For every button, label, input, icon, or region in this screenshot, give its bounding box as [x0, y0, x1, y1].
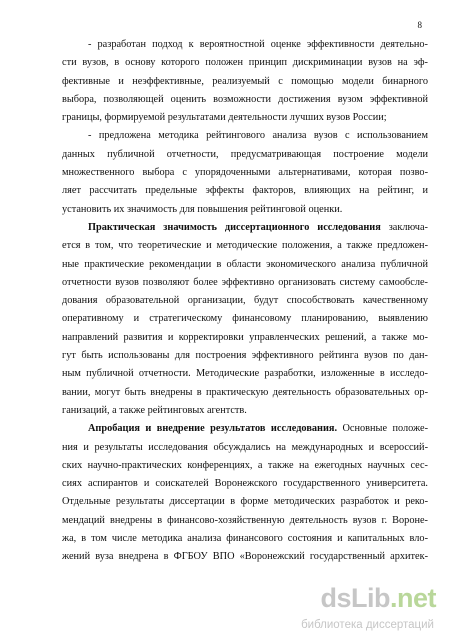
text-line: установить их значимость для повышения рейтинговой оценки. [62, 203, 343, 215]
text-line: ских научно-практических конференциях, а также на ежегодных научных сес- [62, 459, 428, 471]
text-line: жа, в том числе методика анализа финансового состояния и капитальных вло- [62, 533, 428, 545]
text-line: ется в том, что теоретические и методические положения, а также предложен- [62, 240, 428, 252]
watermark-subtitle: библиотека диссертаций [301, 619, 434, 631]
text-line: ния и результаты исследования обсуждались на международных и всероссий- [62, 441, 428, 453]
text-line: вании, могут быть внедрены в практическую деятельность образовательных ор- [62, 386, 428, 398]
text-line: ным публичной отчетности. Методические разработки, изложенные в исследо- [62, 368, 428, 380]
text-line: ные практические рекомендации в области экономического анализа публичной [62, 258, 428, 270]
text-line: границы, формируемой результатами деятельности лучших вузов России; [62, 112, 387, 124]
paragraph-binary-choice-model [62, 36, 428, 127]
text-line: мендаций внедрены в финансово-хозяйственную деятельность вузов г. Вороне- [62, 514, 428, 526]
paragraph-approbation [62, 420, 428, 566]
paragraph-practical-significance [62, 219, 428, 420]
watermark-logo-main: dsLib [320, 583, 390, 613]
text-line: - предложена методика рейтингового анализа вузов с использованием [88, 130, 428, 142]
page-number: 8 [417, 20, 422, 30]
text-line: гут быть использованы для построения эффективного рейтинга вузов по дан- [62, 350, 428, 362]
text-line: сиях аспирантов и соискателей Воронежского государственного университета. [62, 478, 428, 490]
text-fragment: Основные положе- [337, 423, 428, 435]
text-line: отчетности вузов позволяют более эффективно организовать систему самообсле- [62, 276, 428, 288]
document-body [62, 36, 428, 567]
text-line [62, 420, 428, 438]
watermark-logo-accent: .net [389, 583, 436, 613]
text-line: - разработан подход к вероятностной оценке эффективности деятельно- [88, 39, 428, 50]
text-line: жений вуза внедрена в ФГБОУ ВПО «Воронежский государственный архитек- [62, 551, 428, 563]
watermark-logo [320, 583, 436, 614]
text-line: Отдельные результаты диссертации в форме методических разработок и реко- [62, 496, 428, 508]
text-line: множественного выбора с упорядоченными альтернативами, которая позво- [62, 167, 428, 179]
section-heading-approbation: Апробация и внедрение результатов исследования. [88, 423, 338, 435]
text-line: направлений развития и корректировки управленческих решений, а также мо- [62, 331, 428, 343]
text-line: дования образовательной организации, будут способствовать качественному [62, 295, 428, 307]
text-line: выбора, позволяющей оценить возможности достижения вузом эффективной [62, 93, 428, 105]
section-heading-practical-significance: Практическая значимость диссертационного исследования [88, 221, 381, 233]
text-fragment: заключа- [380, 221, 428, 233]
watermark [276, 583, 436, 631]
text-line: сти вузов, в основу которого положен принцип дискриминации вузов на эф- [62, 57, 428, 69]
text-line: данных публичной отчетности, предусматривающая построение модели [62, 148, 428, 160]
text-line: фективные и неэффективные, реализуемый с помощью модели бинарного [62, 75, 428, 87]
text-line: оперативному и стратегическому финансовому планированию, выявлению [62, 313, 428, 325]
paragraph-rating-analysis-method [62, 127, 428, 218]
text-line [62, 219, 428, 237]
text-line: ганизаций, а также рейтинговых агентств. [62, 404, 247, 416]
text-line: ляет рассчитать предельные эффекты факторов, влияющих на рейтинг, и [62, 185, 428, 197]
